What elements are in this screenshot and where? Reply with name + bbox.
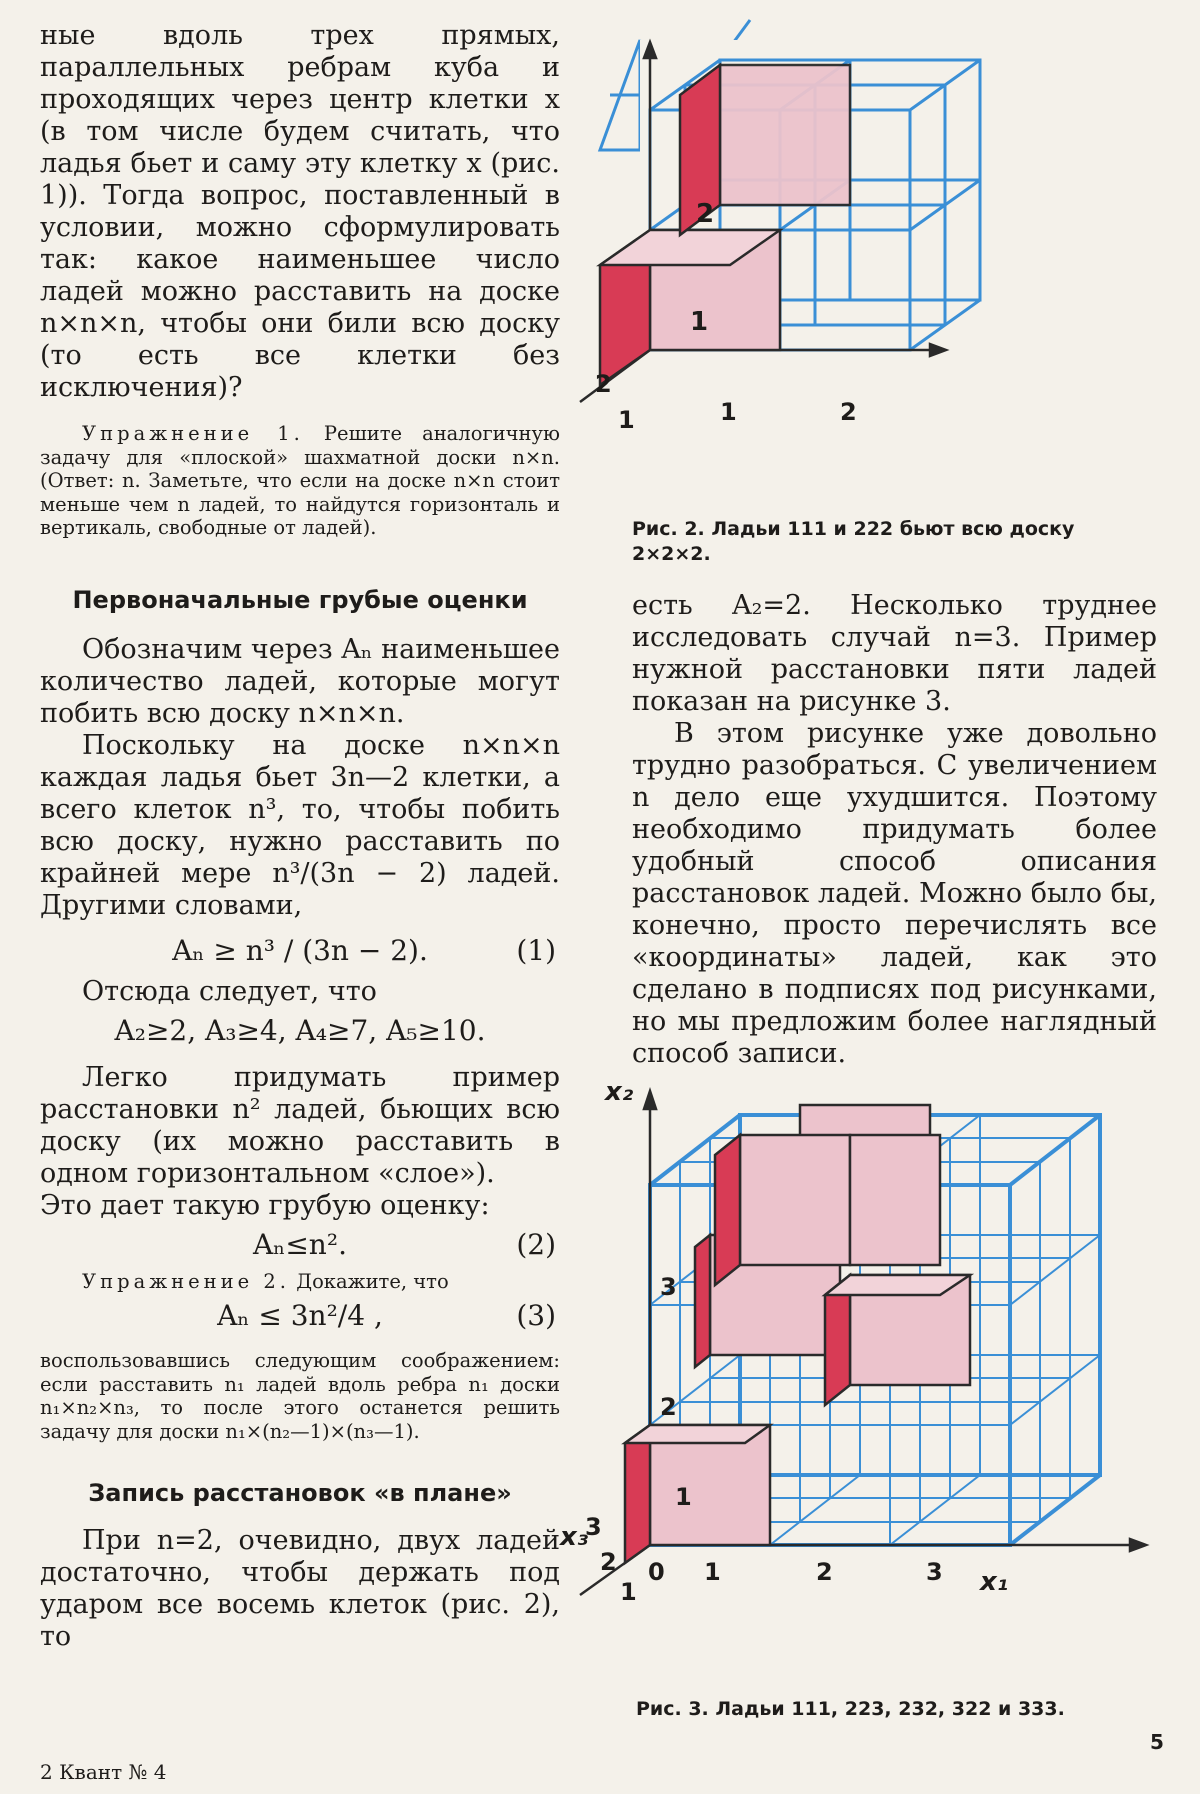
figure-3 (560, 1075, 1160, 1675)
page-number: 5 (1150, 1730, 1164, 1754)
figure-2-drawing (595, 40, 1120, 480)
exercise-text: Решите аналогичную задачу для «плоской» шахматной доски n×n. (Ответ: n. Заметьте, что если на доске n×n стоит меньше чем n ладей, то найдутся горизонталь и вертикаль, свободные от ладей). (40, 422, 560, 539)
label-cube-2: 2 (696, 199, 715, 229)
left-column (40, 20, 560, 1653)
axis-label: 2 (816, 1558, 833, 1586)
axis-x2-label: x₂ (605, 1077, 634, 1107)
formula-number: (3) (516, 1299, 556, 1332)
exercise-1 (40, 422, 560, 540)
figure-2 (595, 40, 1120, 480)
paragraph: При n=2, очевидно, двух ладей достаточно, чтобы держать под ударом все восемь клеток (рис. 2), то (40, 1525, 560, 1652)
exercise-label: Упражнение 1. (82, 422, 304, 445)
axis-x1-label: x₁ (980, 1567, 1009, 1597)
figure-3-caption: Рис. 3. Ладьи 111, 223, 232, 322 и 333. (636, 1698, 1065, 1720)
paragraph-small: воспользовавшись следующим соображением: если расставить n₁ ладей вдоль ребра n₁ доски n₁×n₂×n₃, то после этого останется решить задачу для доски n₁×(n₂—1)×(n₃—1). (40, 1349, 560, 1443)
paragraph: Это дает такую грубую оценку: (40, 1189, 490, 1221)
section-heading: Запись расстановок «в плане» (88, 1479, 512, 1507)
formula-2 (40, 1222, 560, 1270)
formula-expression: Aₙ≤n². (253, 1227, 347, 1261)
exercise-2 (82, 1270, 560, 1294)
paragraph: есть A₂=2. Несколько труднее исследовать случай n=3. Пример нужной расстановки пяти ладей показан на рисунке 3. (632, 590, 1157, 717)
axis-label: 3 (585, 1513, 602, 1541)
label-cube-1: 1 (675, 1483, 692, 1511)
rook-cube-223 (715, 1135, 940, 1285)
formula-3 (40, 1293, 560, 1349)
formula-list (40, 1008, 560, 1056)
axis-x3-label: x₃ (560, 1522, 589, 1552)
axis-label: 1 (620, 1578, 637, 1606)
paragraph: Легко придумать пример расстановки n² ладей, бьющих всю доску (их можно расставить в одном горизонтальном «слое»). (40, 1061, 560, 1189)
axis-label: 2 (595, 370, 612, 398)
section-heading: Первоначальные грубые оценки (72, 585, 528, 614)
formula-expression: Aₙ ≤ 3n²/4 , (217, 1299, 383, 1332)
axis-label: 2 (840, 398, 857, 426)
exercise-label: Упражнение 2. (82, 1269, 291, 1293)
paragraph: Отсюда следует, что (82, 975, 377, 1007)
figure-3-drawing (560, 1075, 1160, 1675)
paragraph: В этом рисунке уже довольно трудно разобраться. С увеличением n дело еще ухудшится. Поэтому необходимо придумать более удобный способ описания расстановок ладей. Можно было бы, конечно, просто перечислять все «координаты» ладей, как это сделано в подписях под рисунками, но мы предложим более наглядный способ записи. (632, 718, 1157, 1069)
level-label: 2 (660, 1393, 677, 1421)
paragraph: Поскольку на доске n×n×n каждая ладья бьет 3n—2 клетки, а всего клеток n³, то, чтобы побить всю доску, нужно расставить по крайней мере n³/(3n − 2) ладей. Другими словами, (40, 729, 560, 921)
formula-number: (2) (516, 1227, 556, 1261)
axis-label: 2 (600, 1548, 617, 1576)
formula-number: (1) (516, 933, 556, 967)
axis-label: 1 (704, 1558, 721, 1586)
label-cube-1: 1 (690, 307, 709, 337)
axis-label: 1 (618, 406, 635, 434)
paragraph: ные вдоль трех прямых, параллельных ребрам куба и проходящих через центр клетки x (в том числе будем считать, что ладья бьет и саму эту клетку x (рис. 1)). Тогда вопрос, поставленный в условии, можно сформулировать так: какое наименьшее число ладей можно расставить на доске n×n×n, чтобы они били всю доску (то есть все клетки без исключения)? (40, 20, 560, 403)
right-column (632, 590, 1157, 1070)
rook-cube-111 (625, 1425, 770, 1563)
footer-left: 2 Квант № 4 (40, 1760, 167, 1784)
paragraph: Обозначим через Aₙ наименьшее количество ладей, которые могут побить всю доску n×n×n. (40, 633, 560, 729)
axis-label: 1 (720, 398, 737, 426)
axis-label: 0 (648, 1558, 665, 1586)
formula-expression: Aₙ ≥ n³ / (3n − 2). (172, 933, 428, 967)
figure-2-caption: Рис. 2. Ладьи 111 и 222 бьют всю доску 2×2×2. (632, 518, 1075, 565)
rook-cube-322 (825, 1275, 970, 1405)
exercise-text: Докажите, что (296, 1269, 449, 1293)
formula-1 (40, 928, 560, 976)
level-label: 3 (660, 1273, 677, 1301)
formula-expression: A₂≥2, A₃≥4, A₄≥7, A₅≥10. (114, 1013, 486, 1047)
axis-label: 3 (926, 1558, 943, 1586)
